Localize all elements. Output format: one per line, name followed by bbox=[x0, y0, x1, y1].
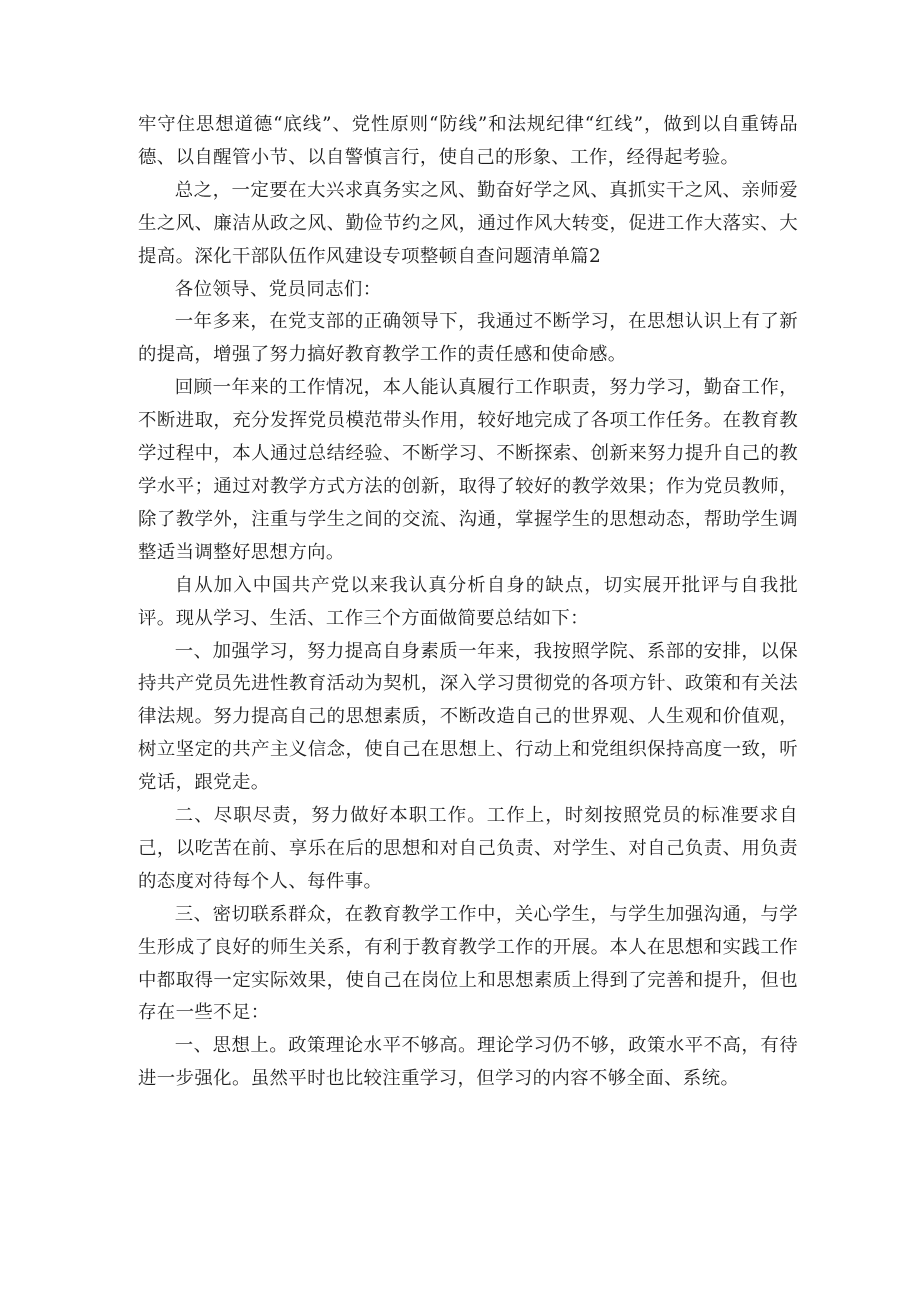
paragraph: 自从加入中国共产党以来我认真分析自身的缺点，切实展开批评与自我批评。现从学习、生活、工作三个方面做简要总结如下： bbox=[138, 574, 798, 629]
document-body bbox=[138, 109, 798, 1096]
paragraph: 牢守住思想道德“底线”、党性原则“防线”和法规纪律“红线”，做到以自重铸品德、以自醒管小节、以自警慎言行，使自己的形象、工作，经得起考验。 bbox=[138, 114, 798, 168]
paragraph: 二、尽职尽责，努力做好本职工作。工作上，时刻按照党员的标准要求自己，以吃苦在前、享乐在后的思想和对自己负责、对学生、对自己负责、用负责的态度对待每个人、每件事。 bbox=[138, 805, 798, 892]
paragraph: 一年多来，在党支部的正确领导下，我通过不断学习，在思想认识上有了新的提高，增强了努力搞好教育教学工作的责任感和使命感。 bbox=[138, 311, 798, 366]
paragraph: 一、思想上。政策理论水平不够高。理论学习仍不够，政策水平不高，有待进一步强化。虽然平时也比较注重学习，但学习的内容不够全面、系统。 bbox=[138, 1035, 798, 1090]
paragraph: 一、加强学习，努力提高自身素质一年来，我按照学院、系部的安排，以保持共产党员先进性教育活动为契机，深入学习贯彻党的各项方针、政策和有关法律法规。努力提高自己的思想素质，不断改造自己的世界观、人生观和价值观，树立坚定的共产主义信念，使自己在思想上、行动上和党组织保持高度一致，听党话，跟党走。 bbox=[138, 640, 798, 794]
paragraph: 回顾一年来的工作情况，本人能认真履行工作职责，努力学习，勤奋工作，不断进取，充分发挥党员模范带头作用，较好地完成了各项工作任务。在教育教学过程中，本人通过总结经验、不断学习、不断探索、创新来努力提升自己的教学水平；通过对教学方式方法的创新，取得了较好的教学效果；作为党员教师，除了教学外，注重与学生之间的交流、沟通，掌握学生的思想动态，帮助学生调整适当调整好思想方向。 bbox=[138, 377, 798, 563]
paragraph: 总之，一定要在大兴求真务实之风、勤奋好学之风、真抓实干之风、亲师爱生之风、廉洁从政之风、勤俭节约之风，通过作风大转变，促进工作大落实、大提高。深化干部队伍作风建设专项整顿自查问题清单篇2 bbox=[138, 179, 798, 267]
paragraph: 三、密切联系群众，在教育教学工作中，关心学生，与学生加强沟通，与学生形成了良好的师生关系，有利于教育教学工作的开展。本人在思想和实践工作中都取得一定实际效果，使自己在岗位上和思想素质上得到了完善和提升，但也存在一些不足： bbox=[138, 903, 798, 1024]
paragraph: 各位领导、党员同志们： bbox=[174, 278, 382, 300]
